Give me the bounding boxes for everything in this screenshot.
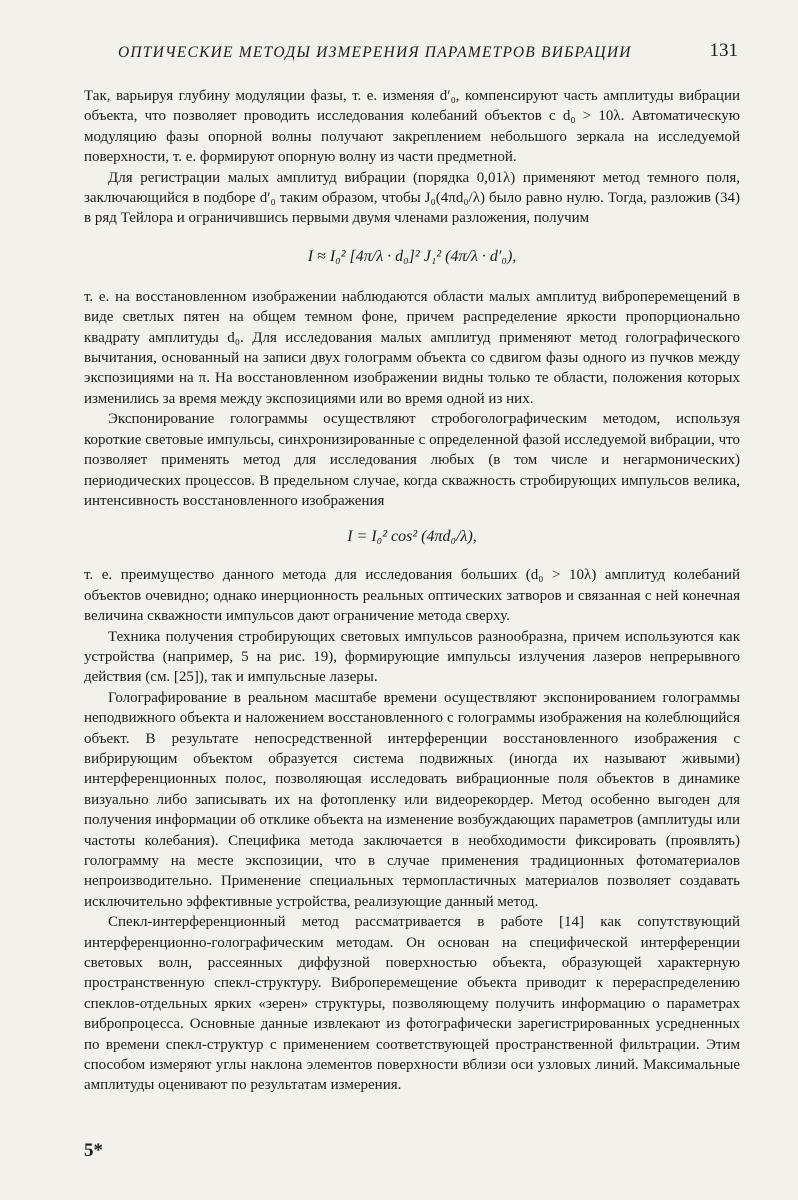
text-body — [84, 86, 740, 1096]
paragraph-6: Техника получения стробирующих световых импульсов разнообразна, причем используются как устройства (например, 5 на рис. 19), формирующие импульсы излучения лазеров непрерывного действия (см. [25]), так и импульсные лазеры. — [84, 628, 740, 686]
formula-strobe: I = I₀² cos² (4πd₀/λ), — [347, 528, 477, 546]
page-number: 131 — [709, 40, 738, 61]
formula-dark-field: I ≈ I₀² [4π/λ · d₀]² J₁² (4π/λ · d′₀), — [307, 247, 517, 265]
running-header — [88, 40, 738, 68]
paragraph-8: Спекл-интерференционный метод рассматривается в работе [14] как сопутствующий интерференционно-голографическим методам. Он основан на специфической интерференции световых волн, рассеянных диффузной поверхностью объекта, образующей характерную пространственную спекл-структуру. Виброперемещение объекта приводит к перераспределению спеклов-отдельных ярких «зерен» структуры, позволяющему получить информацию о параметрах вибропроцесса. Основные данные извлекают из фотографически зарегистрированных усредненных по времени спекл-структур с применением соответствующей пространственной фильтрации. Этим способом измеряют углы наклона элементов поверхности вблизи оси узловых линий. Максимальные амплитуды оценивают по результатам измерения. — [84, 914, 740, 1094]
paragraph-1: Так, варьируя глубину модуляции фазы, т. е. изменяя d′₀, компенсируют часть амплитуды вибрации объекта, что позволяет проводить исследования колебаний объектов с d₀ > 10λ. Автоматическую модуляцию фазы опорной волны получают закреплением небольшого зеркала на исследуемой поверхности, т. е. формируют опорную волну из части предметной. — [84, 88, 740, 166]
paragraph-5: т. е. преимущество данного метода для исследования больших (d₀ > 10λ) амплитуд колебаний объектов очевидно; однако инерционность реальных оптических затворов и связанная с ней конечная величина скважности импульсов дают ограничение метода сверху. — [84, 567, 740, 625]
paragraph-2: Для регистрации малых амплитуд вибрации (порядка 0,01λ) применяют метод темного поля, заключающийся в подборе d′₀ таким образом, чтобы J₀(4πd₀/λ) было равно нулю. Тогда, разложив (34) в ряд Тейлора и ограничившись первыми двумя членами разложения, получим — [84, 169, 740, 227]
signature-mark: 5* — [84, 1140, 103, 1161]
paragraph-4: Экспонирование голограммы осуществляют стробоголографическим методом, используя короткие световые импульсы, синхронизированные с определенной фазой исследуемой вибрации, что позволяет применять метод для исследования любых (в том числе и негармонических) периодических процессов. В предельном случае, когда скважность стробирующих импульсов велика, интенсивность восстановленного изображения — [84, 411, 740, 509]
paragraph-3: т. е. на восстановленном изображении наблюдаются области малых амплитуд виброперемещений в виде светлых пятен на общем темном фоне, причем распределение яркости пропорционально квадрату амплитуды d₀. Для исследования малых амплитуд применяют метод голографического вычитания, основанный на записи двух голограмм объекта со сдвигом фазы одного из пучков между экспозициями на π. На восстановленном изображении видны только те области, положения которых изменились за время между экспозициями или во время одной из них. — [84, 288, 740, 407]
running-title: ОПТИЧЕСКИЕ МЕТОДЫ ИЗМЕРЕНИЯ ПАРАМЕТРОВ ВИБРАЦИИ — [118, 44, 632, 61]
paragraph-7: Голографирование в реальном масштабе времени осуществляют экспонированием голограммы неподвижного объекта и наложением восстановленного с голограммы изображения на колеблющийся объект. В результате непосредственной интерференции восстановленного изображения с вибрирующим объектом образуется система подвижных (иногда их называют живыми) интерференционных полос, позволяющая исследовать вибрационные поля объектов в динамике визуально либо записывать их на фотопленку или видеорекордер. Метод особенно выгоден для получения информации об отклике объекта на изменение возбуждающих параметров (амплитуды или частоты колебания). Специфика метода заключается в необходимости фиксировать (проявлять) голограмму на месте экспозиции, что в случае применения традиционных фотоматериалов непроизводительно. Применение специальных термопластичных материалов позволяет создавать исключительно эффективные устройства, реализующие данный метод. — [84, 689, 740, 910]
